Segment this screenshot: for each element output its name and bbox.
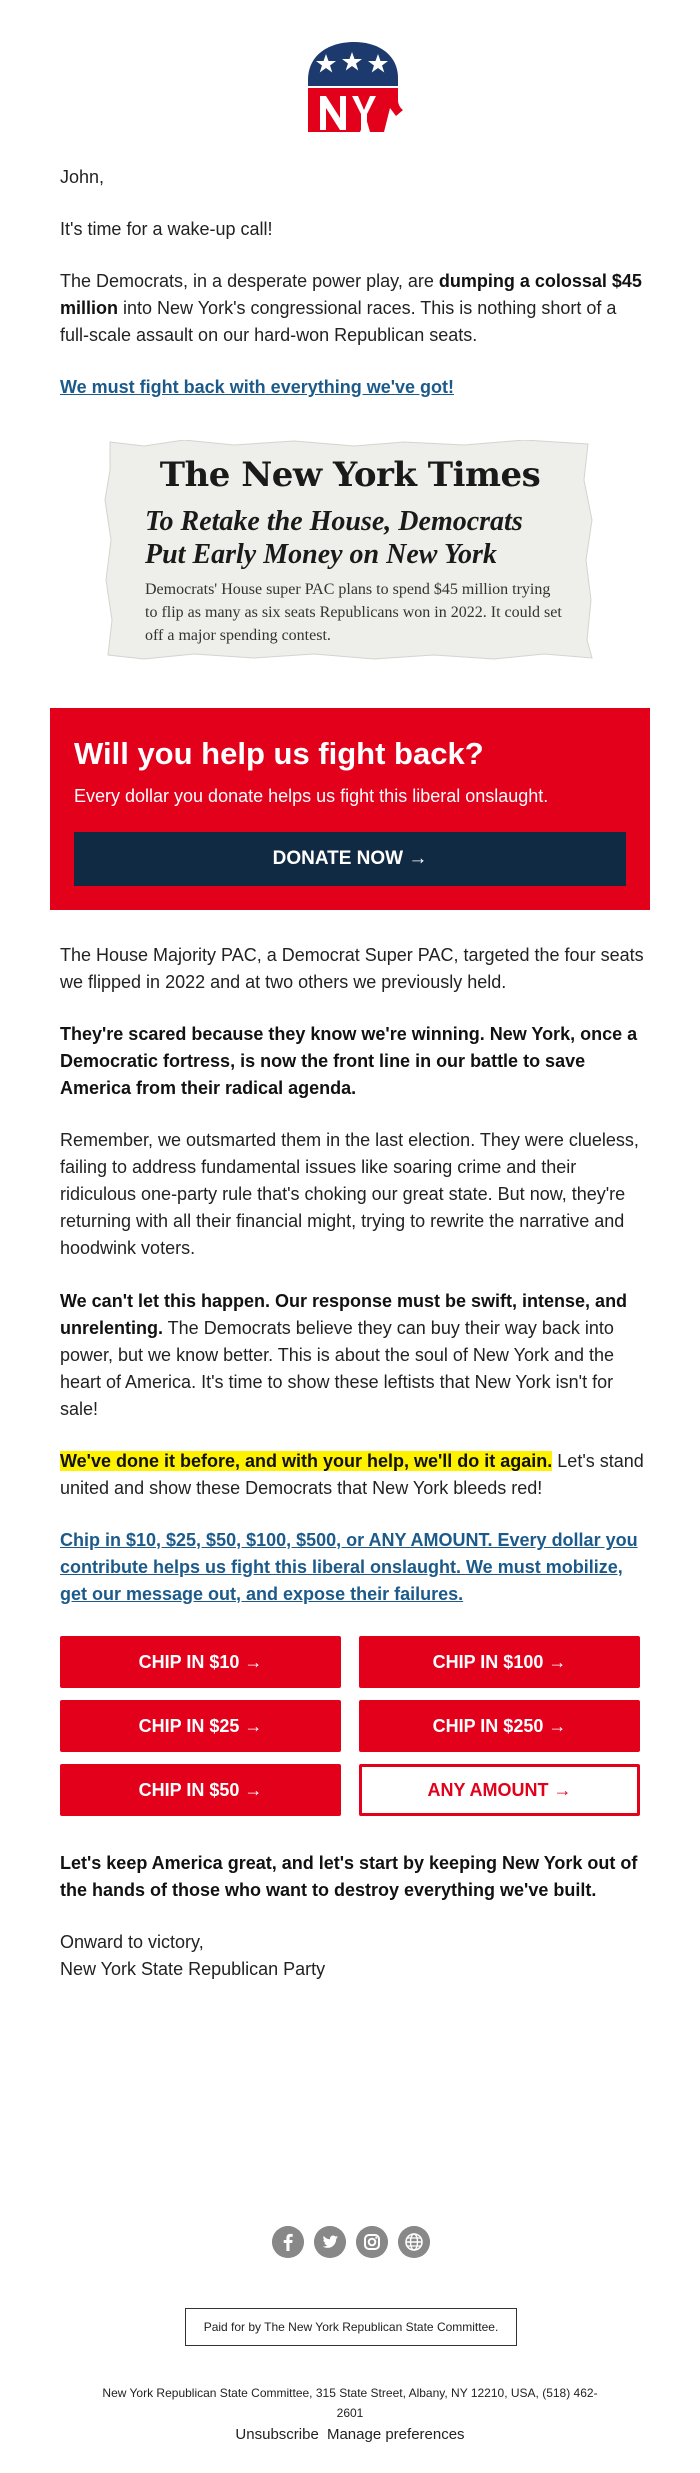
- any-amount-button[interactable]: ANY AMOUNT →: [359, 1764, 640, 1816]
- twitter-icon[interactable]: [314, 2226, 346, 2258]
- signoff: Onward to victory,: [60, 1932, 204, 1952]
- greeting: John,: [60, 167, 105, 187]
- chip-100-button[interactable]: CHIP IN $100 →: [359, 1636, 640, 1688]
- signature: New York State Republican Party: [60, 1959, 326, 1979]
- paragraph-4: Remember, we outsmarted them in the last election. They were clueless, failing to address fundamental issues like soaring crime and their ridiculous one-party rule that's choking our great state. But now, they're returning with all their financial might, trying to rewrite the narrative and hoodwink voters.: [60, 1130, 639, 1258]
- fight-back-link-wrap: [60, 374, 650, 401]
- nyt-masthead: The New York Times: [159, 455, 541, 495]
- banner-text: Every dollar you donate helps us fight this liberal onslaught.: [74, 786, 549, 806]
- chip-25-button[interactable]: CHIP IN $25 →: [60, 1700, 341, 1752]
- globe-icon[interactable]: [398, 2226, 430, 2258]
- paragraph-5: We can't let this happen. Our response must be swift, intense, and unrelenting. The Democrats believe they can buy their way back into power, but we know better. This is about the soul of New York and the heart of America. It's time to show these leftists that New York isn't for sale!: [60, 1291, 628, 1419]
- nyt-summary: Democrats' House super PAC plans to spend $45 million trying to flip as many as six seats Republicans won in 2022. It could set off a major spending contest.: [145, 581, 562, 644]
- chip-250-button[interactable]: CHIP IN $250 →: [359, 1700, 640, 1752]
- fight-back-link[interactable]: We must fight back with everything we've got!: [60, 377, 455, 397]
- nygop-elephant-logo: [300, 40, 404, 134]
- instagram-icon[interactable]: [356, 2226, 388, 2258]
- chip-in-link[interactable]: Chip in $10, $25, $50, $100, $500, or ANY AMOUNT. Every dollar you contribute helps us fight this liberal onslaught. We must mobilize, get our message out, and expose their failures.: [60, 1530, 638, 1604]
- chip-in-link-wrap: [60, 1527, 650, 1608]
- intro-line: It's time for a wake-up call!: [60, 219, 273, 239]
- banner-title: Will you help us fight back?: [74, 736, 484, 771]
- paragraph-2: The House Majority PAC, a Democrat Super PAC, targeted the four seats we flipped in 2022 and at two others we previously held.: [60, 945, 644, 992]
- chip-10-button[interactable]: CHIP IN $10 →: [60, 1636, 341, 1688]
- paragraph-3: They're scared because they know we're winning. New York, once a Democratic fortress, is now the front line in our battle to save America from their radical agenda.: [60, 1024, 638, 1098]
- social-links: [272, 2226, 428, 2258]
- paragraph-1: The Democrats, in a desperate power play, are dumping a colossal $45 million into New York's congressional races. This is nothing short of a full-scale assault on our hard-won Republican seats.: [60, 271, 642, 345]
- mailing-address: New York Republican State Committee, 315 State Street, Albany, NY 12210, USA, (518) 462-2601: [102, 2386, 598, 2420]
- unsubscribe-link[interactable]: Unsubscribe: [235, 2426, 319, 2443]
- paid-for-disclaimer: Paid for by The New York Republican State Committee.: [185, 2308, 517, 2346]
- nyt-headline: To Retake the House, Democrats Put Early Money on New York: [145, 506, 523, 570]
- closing-paragraph: Let's keep America great, and let's start by keeping New York out of the hands of those who want to destroy everything we've built.: [60, 1853, 638, 1900]
- paragraph-6: We've done it before, and with your help, we'll do it again. Let's stand united and show these Democrats that New York bleeds red!: [60, 1451, 644, 1498]
- manage-preferences-link[interactable]: Manage preferences: [326, 2426, 465, 2443]
- facebook-icon[interactable]: [272, 2226, 304, 2258]
- donate-now-button[interactable]: DONATE NOW →: [74, 832, 626, 886]
- footer-links: [150, 2426, 550, 2443]
- help-banner: [50, 708, 650, 910]
- chip-50-button[interactable]: CHIP IN $50 →: [60, 1764, 341, 1816]
